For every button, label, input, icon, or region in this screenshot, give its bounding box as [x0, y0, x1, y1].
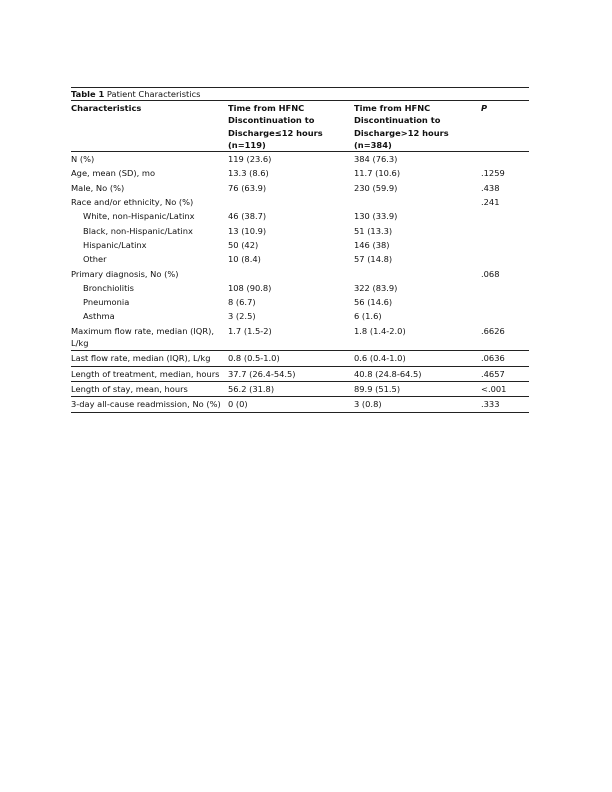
header-characteristics: Characteristics	[71, 103, 142, 113]
header-line: Time from HFNC	[228, 103, 305, 113]
cell-gt12: 56 (14.6)	[354, 297, 393, 308]
patient-characteristics-table	[71, 100, 529, 413]
table-row	[71, 281, 529, 295]
cell-p	[481, 252, 529, 266]
row-label: Other	[83, 254, 107, 265]
header-line: Discontinuation to	[354, 115, 441, 126]
table-row	[71, 366, 529, 381]
table-row	[71, 309, 529, 323]
cell-gt12: 11.7 (10.6)	[354, 168, 401, 179]
cell-gt12	[354, 267, 481, 281]
header-line: Discharge>12 hours	[354, 127, 449, 138]
cell-le12: 0.8 (0.5-1.0)	[228, 351, 354, 366]
table-row	[71, 351, 529, 366]
cell-p: .4657	[481, 366, 529, 381]
cell-gt12: 40.8 (24.8-64.5)	[354, 366, 481, 381]
row-label: Length of stay, mean, hours	[71, 381, 228, 396]
row-label: Maximum flow rate, median (IQR), L/kg	[71, 325, 214, 349]
table-header-row	[71, 101, 529, 152]
cell-p	[481, 295, 529, 309]
header-line: Time from HFNC	[354, 103, 431, 113]
row-label: Bronchiolitis	[83, 282, 134, 293]
header-line: (n=119)	[228, 139, 266, 150]
cell-le12: 46 (38.7)	[228, 211, 267, 222]
cell-gt12: 130 (33.9)	[354, 211, 398, 222]
cell-gt12: 89.9 (51.5)	[354, 381, 481, 396]
row-label: Hispanic/Latinx	[83, 239, 147, 250]
cell-le12	[228, 267, 354, 281]
cell-gt12: 0.6 (0.4-1.0)	[354, 351, 481, 366]
cell-le12: 0 (0)	[228, 397, 354, 412]
row-label: Asthma	[83, 311, 115, 322]
cell-p	[481, 209, 529, 223]
header-p-value: P	[481, 103, 488, 113]
cell-le12: 37.7 (26.4-54.5)	[228, 366, 354, 381]
cell-le12: 13.3 (8.6)	[228, 168, 269, 179]
header-line: Discontinuation to	[228, 115, 315, 126]
table-row	[71, 295, 529, 309]
table-row	[71, 209, 529, 223]
table-row	[71, 252, 529, 266]
cell-le12	[228, 195, 354, 209]
table-row	[71, 381, 529, 396]
header-le12-hours	[228, 101, 354, 152]
cell-p: .1259	[481, 168, 505, 179]
cell-le12: 3 (2.5)	[228, 311, 256, 322]
table-row	[71, 181, 529, 195]
row-label: N (%)	[71, 154, 95, 165]
header-line: Discharge≤12 hours	[228, 127, 323, 138]
table-caption-label: Table 1	[71, 89, 105, 99]
cell-le12: 108 (90.8)	[228, 282, 272, 293]
row-label: Pneumonia	[83, 297, 130, 308]
row-label: White, non-Hispanic/Latinx	[83, 211, 195, 222]
cell-gt12: 384 (76.3)	[354, 154, 398, 165]
cell-gt12: 146 (38)	[354, 239, 390, 250]
table-caption-text: Patient Characteristics	[106, 89, 201, 99]
cell-p: .333	[481, 397, 529, 412]
cell-le12: 76 (63.9)	[228, 182, 267, 193]
row-label: Race and/or ethnicity, No (%)	[71, 197, 194, 208]
cell-gt12: 6 (1.6)	[354, 311, 382, 322]
cell-le12: 56.2 (31.8)	[228, 381, 354, 396]
cell-gt12: 51 (13.3)	[354, 225, 393, 236]
header-line: (n=384)	[354, 139, 392, 150]
row-label: Primary diagnosis, No (%)	[71, 268, 179, 279]
cell-le12: 1.7 (1.5-2)	[228, 325, 272, 336]
cell-p: <.001	[481, 381, 529, 396]
cell-le12: 50 (42)	[228, 239, 259, 250]
table-row	[71, 152, 529, 167]
cell-gt12: 230 (59.9)	[354, 182, 398, 193]
row-label: Male, No (%)	[71, 182, 125, 193]
table-caption	[71, 87, 529, 100]
cell-le12: 10 (8.4)	[228, 254, 261, 265]
row-label: Last flow rate, median (IQR), L/kg	[71, 351, 228, 366]
cell-le12: 119 (23.6)	[228, 154, 272, 165]
cell-p	[481, 238, 529, 252]
cell-gt12: 57 (14.8)	[354, 254, 393, 265]
table-row	[71, 324, 529, 351]
header-gt12-hours	[354, 101, 481, 152]
cell-p	[481, 309, 529, 323]
row-label: Age, mean (SD), mo	[71, 168, 156, 179]
table-row	[71, 195, 529, 209]
table-container	[71, 87, 529, 413]
cell-p	[481, 224, 529, 238]
row-label: Black, non-Hispanic/Latinx	[83, 225, 193, 236]
table-row	[71, 397, 529, 412]
row-label: Length of treatment, median, hours	[71, 366, 228, 381]
table-row	[71, 224, 529, 238]
cell-p	[481, 152, 529, 167]
cell-gt12	[354, 195, 481, 209]
cell-gt12: 322 (83.9)	[354, 282, 398, 293]
cell-gt12: 3 (0.8)	[354, 397, 481, 412]
table-row	[71, 238, 529, 252]
cell-gt12: 1.8 (1.4-2.0)	[354, 325, 406, 336]
table-row	[71, 267, 529, 281]
row-label: 3-day all-cause readmission, No (%)	[71, 397, 228, 412]
cell-p	[481, 281, 529, 295]
table-row	[71, 166, 529, 180]
cell-p: .0636	[481, 351, 529, 366]
cell-p: .438	[481, 182, 500, 193]
cell-p: .241	[481, 197, 500, 208]
cell-p: .6626	[481, 325, 505, 336]
cell-p: .068	[481, 268, 500, 279]
cell-le12: 8 (6.7)	[228, 297, 256, 308]
cell-le12: 13 (10.9)	[228, 225, 267, 236]
